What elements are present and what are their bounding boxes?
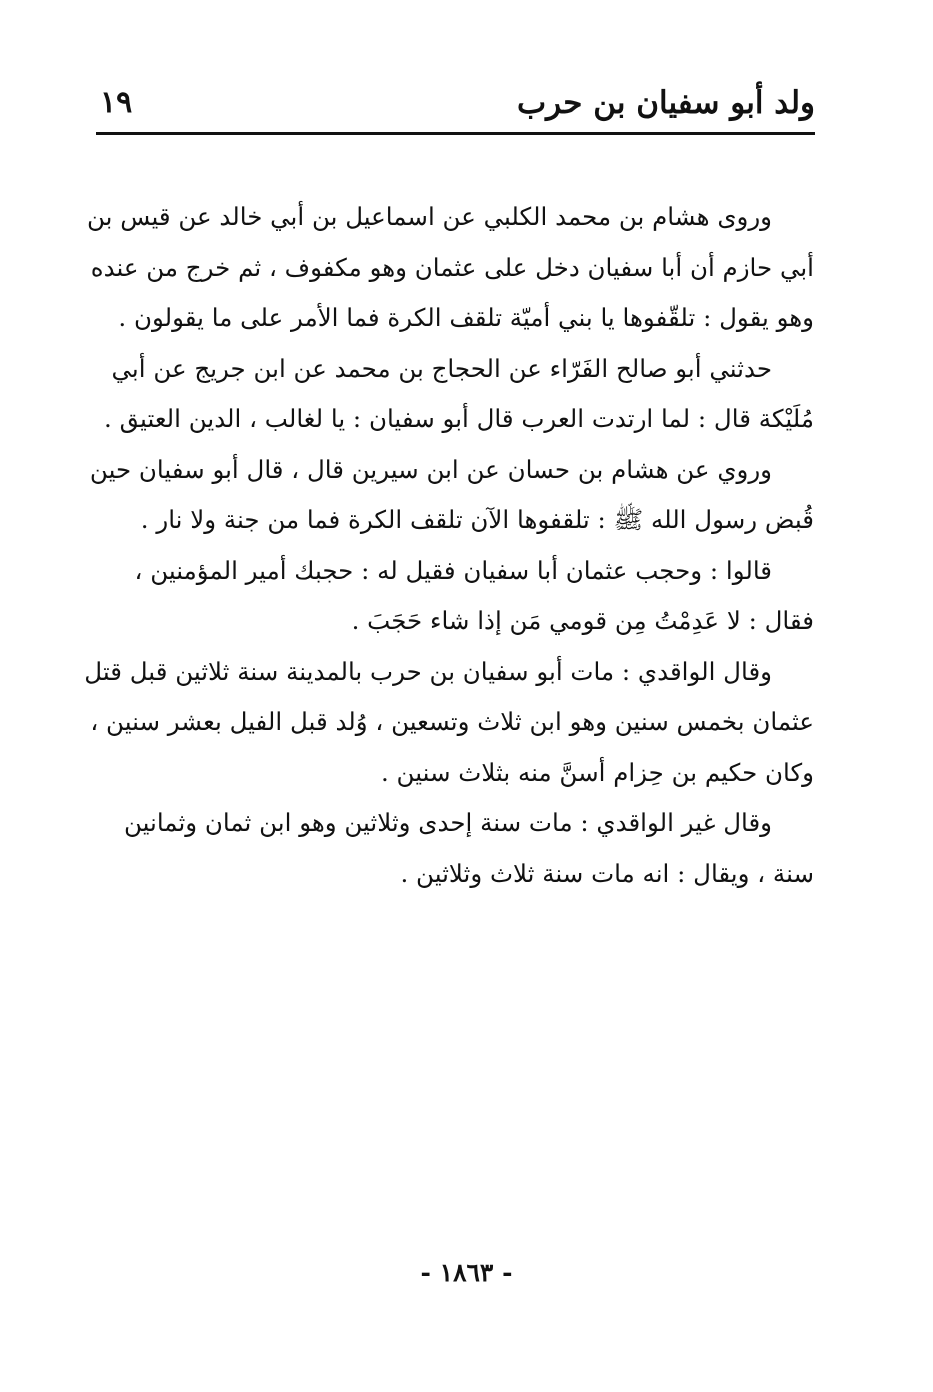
text-line: وروي عن هشام بن حسان عن ابن سيرين قال ، قال أبو سفيان حين bbox=[89, 454, 772, 484]
text-line: عثمان بخمس سنين وهو ابن ثلاث وتسعين ، وُلد قبل الفيل بعشر سنين ، bbox=[90, 707, 814, 736]
page-body-text bbox=[84, 192, 814, 899]
text-line: وقال غير الواقدي : مات سنة إحدى وثلاثين وهو ابن ثمان وثمانين bbox=[123, 808, 772, 837]
text-line: وروى هشام بن محمد الكلبي عن اسماعيل بن أبي خالد عن قيس بن bbox=[86, 202, 772, 231]
footer-page-number: - ١٨٦٣ - bbox=[420, 1258, 513, 1287]
text-line: مُلَيْكة قال : لما ارتدت العرب قال أبو سفيان : يا لغالب ، الدين العتيق . bbox=[104, 404, 814, 433]
text-line: أبي حازم أن أبا سفيان دخل على عثمان وهو مكفوف ، ثم خرج من عنده bbox=[90, 252, 814, 282]
text-line: وهو يقول : تلقّفوها يا بني أميّة تلقف الكرة فما الأمر على ما يقولون . bbox=[118, 303, 814, 332]
text-line: قُبض رسول الله ﷺ : تلقفوها الآن تلقف الكرة فما من جنة ولا نار . bbox=[140, 505, 814, 534]
text-line: حدثني أبو صالح الفَرّاء عن الحجاج بن محمد عن ابن جريج عن أبي bbox=[111, 353, 772, 383]
text-line: سنة ، ويقال : انه مات سنة ثلاث وثلاثين . bbox=[400, 858, 814, 888]
page-header bbox=[96, 82, 815, 135]
running-title: ولد أبو سفيان بن حرب bbox=[516, 85, 815, 121]
text-line: وكان حكيم بن حِزام أسنَّ منه بثلاث سنين . bbox=[380, 757, 814, 787]
text-line: فقال : لا عَدِمْتُ مِن قومي مَن إذا شاء حَجَبَ . bbox=[351, 606, 814, 635]
text-line: وقال الواقدي : مات أبو سفيان بن حرب بالمدينة سنة ثلاثين قبل قتل bbox=[84, 656, 772, 686]
page-number: ١٩ bbox=[100, 85, 133, 120]
text-line: قالوا : وحجب عثمان أبا سفيان فقيل له : حجبك أمير المؤمنين ، bbox=[134, 555, 772, 585]
